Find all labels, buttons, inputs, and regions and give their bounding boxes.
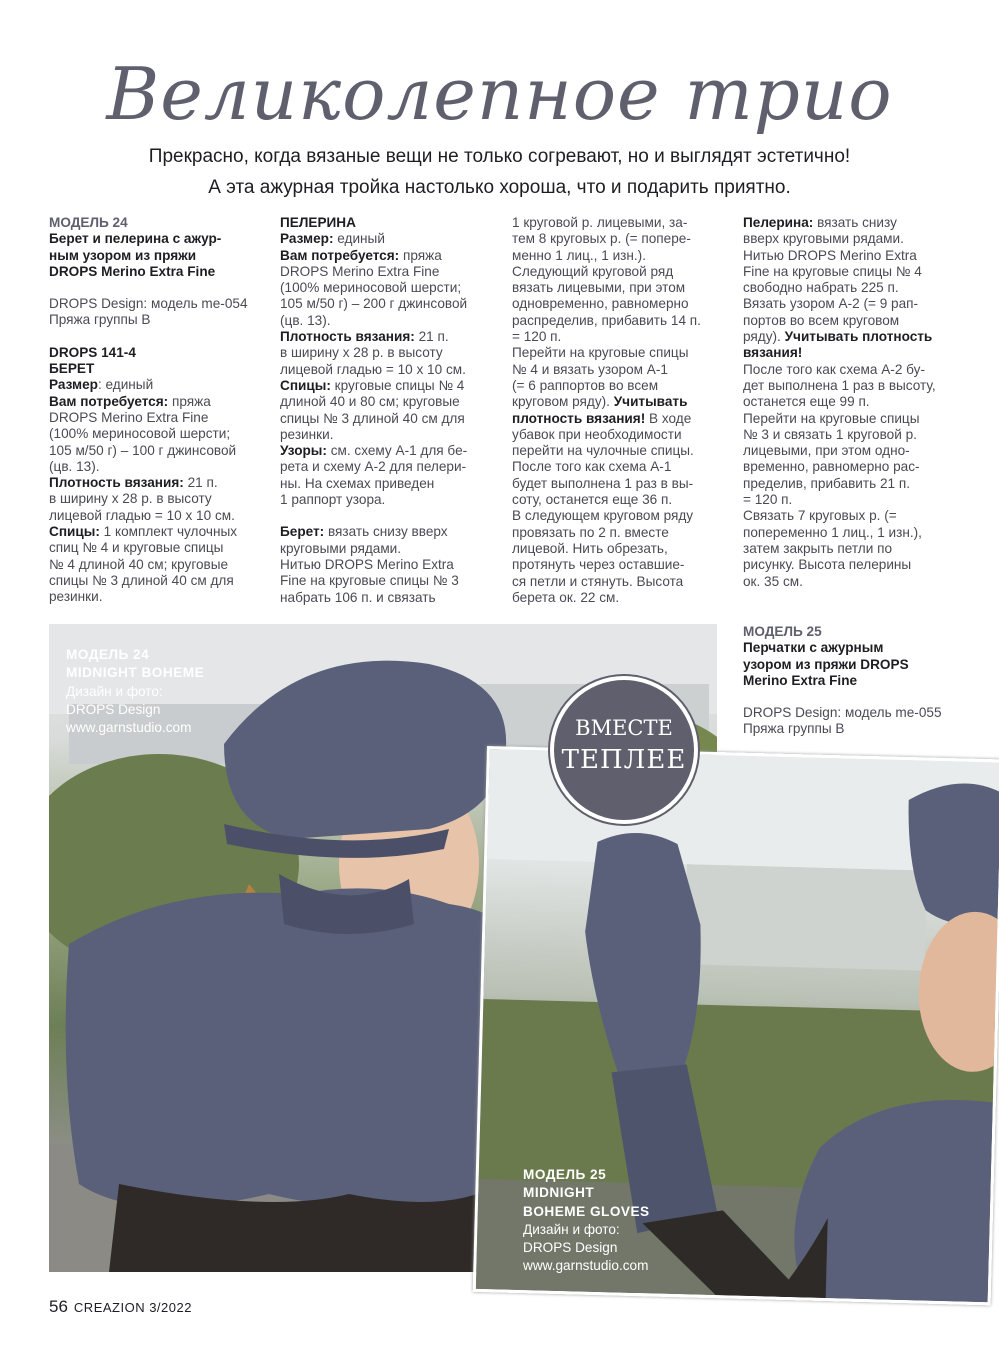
pelerina-density [280,329,492,345]
caption-model: МОДЕЛЬ 25 [523,1167,607,1182]
text-line: лицевыми, при этом одно- [743,443,910,459]
text-line: 21 п. [183,475,218,491]
caption-designer: DROPS Design [523,1240,618,1256]
caption-name: MIDNIGHT [523,1185,595,1201]
density-note: Учитывать плотность вязания! [743,329,933,361]
text-line: спицы № 3 длиной 40 см для [49,572,234,588]
needles-label: Спицы: [280,377,331,393]
caption-model: МОДЕЛЬ 24 [66,647,150,662]
pelerina-needles [280,378,492,394]
text-line [743,329,958,362]
beret-need-1 [49,394,264,410]
page-number: 56 [49,1297,68,1316]
size-label: Размер: [280,231,334,247]
beret-instructions [280,524,492,540]
subtitle-line-1: Прекрасно, когда вязаные вещи не только согревают, но и выглядят эстетично! [148,146,851,167]
text-line: (100% мериносовой шерсти; [280,280,462,296]
text-line: убавок при необходимости [512,426,682,442]
text-line: резинки. [49,589,103,605]
text-line: 105 м/50 г) – 100 г джинсовой [49,442,237,458]
caption-name-2: BOHEME GLOVES [523,1203,650,1219]
text-line: см. схему А-1 для бе- [326,443,468,459]
text-line: тем 8 круговых р. (= попере- [512,231,691,247]
text-line: ряду). [743,329,781,345]
size-value: : единый [97,377,154,393]
pelerina-heading: ПЕЛЕРИНА [280,215,356,230]
model-24-design: DROPS Design: модель me-054 [49,296,248,312]
text-line: ся петли и стянуть. Высота [512,573,684,589]
column-3 [512,215,724,606]
density-note: Учитывать плотность вязания! [512,394,688,426]
text-line: DROPS Merino Extra Fine [280,263,440,279]
warmer-together-badge [550,676,698,824]
text-line: пряжа [168,393,211,409]
page-title: Великолепное трио [106,52,893,136]
pelerina-patterns [280,443,492,459]
model-25-info [743,624,958,738]
model-24-title-3: DROPS Merino Extra Fine [49,263,216,279]
model-25-label: МОДЕЛЬ 25 [743,624,822,639]
text-line: № 3 и связать 1 круговой р. [743,426,917,442]
caption-website: www.garnstudio.com [523,1258,649,1274]
text-line: (цв. 13). [49,458,100,474]
density-label: Плотность вязания: [280,329,415,345]
text-line [512,394,724,427]
text-line: вязать снизу [813,215,897,230]
text-line: соту, останется еще 36 п. [512,492,673,508]
text-line: (= 6 раппортов во всем [512,377,659,393]
beret-needles [49,524,264,540]
text-line: пряжа [399,247,442,263]
text-line: = 120 п. [743,492,793,508]
text-line: лицевой гладью = 10 х 10 см. [280,361,466,377]
text-line: в ширину х 28 р. в высоту [49,491,212,507]
needles-label: Спицы: [49,524,100,540]
text-line: распределив, прибавить 14 п. [512,312,701,328]
text-line: портов во всем круговом [743,312,900,328]
text-line: длиной 40 и 80 см; круговые [280,394,460,410]
need-label: Вам потребуется: [280,247,400,263]
subtitle-line-2: А эта ажурная тройка настолько хороша, что и подарить приятно. [208,177,791,198]
beret-size [49,377,264,393]
text-line: 1 раппорт узора. [280,492,386,508]
model-25-title-1: Перчатки с ажурным [743,640,884,656]
model-25-title-3: Merino Extra Fine [743,672,858,688]
text-line: менно 1 лиц., 1 изн.). [512,247,646,263]
text-line: пределив, прибавить 21 п. [743,475,911,491]
beret-heading: БЕРЕТ [49,361,95,377]
text-line: Нитью DROPS Merino Extra [743,247,917,263]
caption-website: www.garnstudio.com [66,720,192,736]
text-line: (100% мериносовой шерсти; [49,426,231,442]
text-line: круговыми рядами. [280,540,402,556]
text-line: провязать по 2 п. вместе [512,524,669,540]
beret-density [49,475,264,491]
text-line: рета и схему А-2 для пелери- [280,459,467,475]
text-line: временно, равномерно рас- [743,459,920,475]
text-line: вверх круговыми рядами. [743,231,904,247]
text-line: Вязать узором А-2 (= 9 рап- [743,296,919,312]
model-24-title-1: Берет и пелерина с ажур- [49,231,222,247]
text-line: попеременно 1 лиц., 1 изн.), [743,524,922,540]
text-line: 1 круговой р. лицевыми, за- [512,215,688,230]
pelerina-size [280,231,492,247]
photo-caption-model-25 [523,1166,650,1276]
text-line: спицы № 3 длиной 40 см для [280,410,465,426]
column-1 [49,215,264,606]
size-value: единый [333,231,385,247]
pelerina-label: Пелерина: [743,215,814,230]
patterns-label: Узоры: [280,443,327,459]
text-line: Связать 7 круговых р. (= [743,508,897,524]
text-line: рисунку. Высота пелерины [743,557,912,573]
text-line: протянуть через оставшие- [512,557,685,573]
text-line: После того как схема А-1 [512,459,672,475]
model-24-label: МОДЕЛЬ 24 [49,215,128,230]
column-4 [743,215,958,590]
text-line: лицевой. Нить обрезать, [512,540,668,556]
caption-designer: DROPS Design [66,701,161,717]
text-line: = 120 п. [512,329,562,345]
text-line: 105 м/50 г) – 200 г джинсовой [280,296,468,312]
text-line: В ходе [645,410,692,426]
text-line: После того как схема А-2 бу- [743,361,925,377]
page-footer [49,1297,192,1317]
text-line: DROPS Merino Extra Fine [49,409,209,425]
photo-caption-model-24 [66,646,204,737]
text-line: лицевой гладью = 10 х 10 см. [49,507,235,523]
pelerina-need-1 [280,248,492,264]
need-label: Вам потребуется: [49,393,169,409]
text-line: свободно набрать 225 п. [743,280,899,296]
caption-name: MIDNIGHT BOHEME [66,665,205,681]
text-line: 1 комплект чулочных [99,524,238,540]
caption-credit: Дизайн и фото: [523,1221,620,1237]
magazine-issue: CREAZION 3/2022 [73,1300,192,1315]
density-label: Плотность вязания: [49,475,184,491]
badge-line-1: ВМЕСТЕ [575,716,673,740]
text-line: № 4 и вязать узором А-1 [512,361,668,377]
model-25-design: DROPS Design: модель me-055 [743,705,942,721]
text-line: спиц № 4 и круговые спицы [49,540,224,556]
text-line: набрать 106 п. и связать [280,589,436,605]
text-line: ны. На схемах приведен [280,475,435,491]
text-line: в ширину х 28 р. в высоту [280,345,443,361]
text-line: Перейти на круговые спицы [743,410,920,426]
text-line: резинки. [280,426,334,442]
caption-credit: Дизайн и фото: [66,683,163,699]
text-line: перейти на чулочные спицы. [512,443,694,459]
text-line: останется еще 99 п. [743,394,870,410]
text-line: берета ок. 22 см. [512,589,620,605]
text-line: вязать снизу вверх [324,524,448,540]
badge-line-2: ТЕПЛЕЕ [561,745,687,775]
text-line: Следующий круговой ряд [512,263,674,279]
model-25-title-2: узором из пряжи DROPS [743,656,909,672]
text-line: 21 п. [414,329,449,345]
text-line: вязать лицевыми, при этом [512,280,686,296]
text-line: № 4 длиной 40 см; круговые [49,556,229,572]
pelerina-instructions [743,215,958,231]
text-line: Fine на круговые спицы № 3 [280,573,459,589]
drops-number: DROPS 141-4 [49,344,136,360]
text-line: круговые спицы № 4 [330,377,465,393]
text-line: круговом ряду). [512,394,610,410]
text-line: Fine на круговые спицы № 4 [743,263,922,279]
text-line: Перейти на круговые спицы [512,345,689,361]
text-line: дет выполнена 1 раз в высоту, [743,377,936,393]
model-24-yarn-group: Пряжа группы B [49,312,151,328]
text-line: (цв. 13). [280,312,331,328]
text-line: ок. 35 см. [743,573,803,589]
beret-label: Берет: [280,524,325,540]
size-label: Размер [49,377,98,393]
text-line: В следующем круговом ряду [512,508,694,524]
model-24-title-2: ным узором из пряжи [49,247,197,263]
text-line: одновременно, равномерно [512,296,689,312]
text-line: затем закрыть петли по [743,540,893,556]
column-2 [280,215,492,606]
text-line: Нитью DROPS Merino Extra [280,556,454,572]
model-25-yarn-group: Пряжа группы B [743,721,845,737]
text-line: будет выполнена 1 раз в вы- [512,475,694,491]
